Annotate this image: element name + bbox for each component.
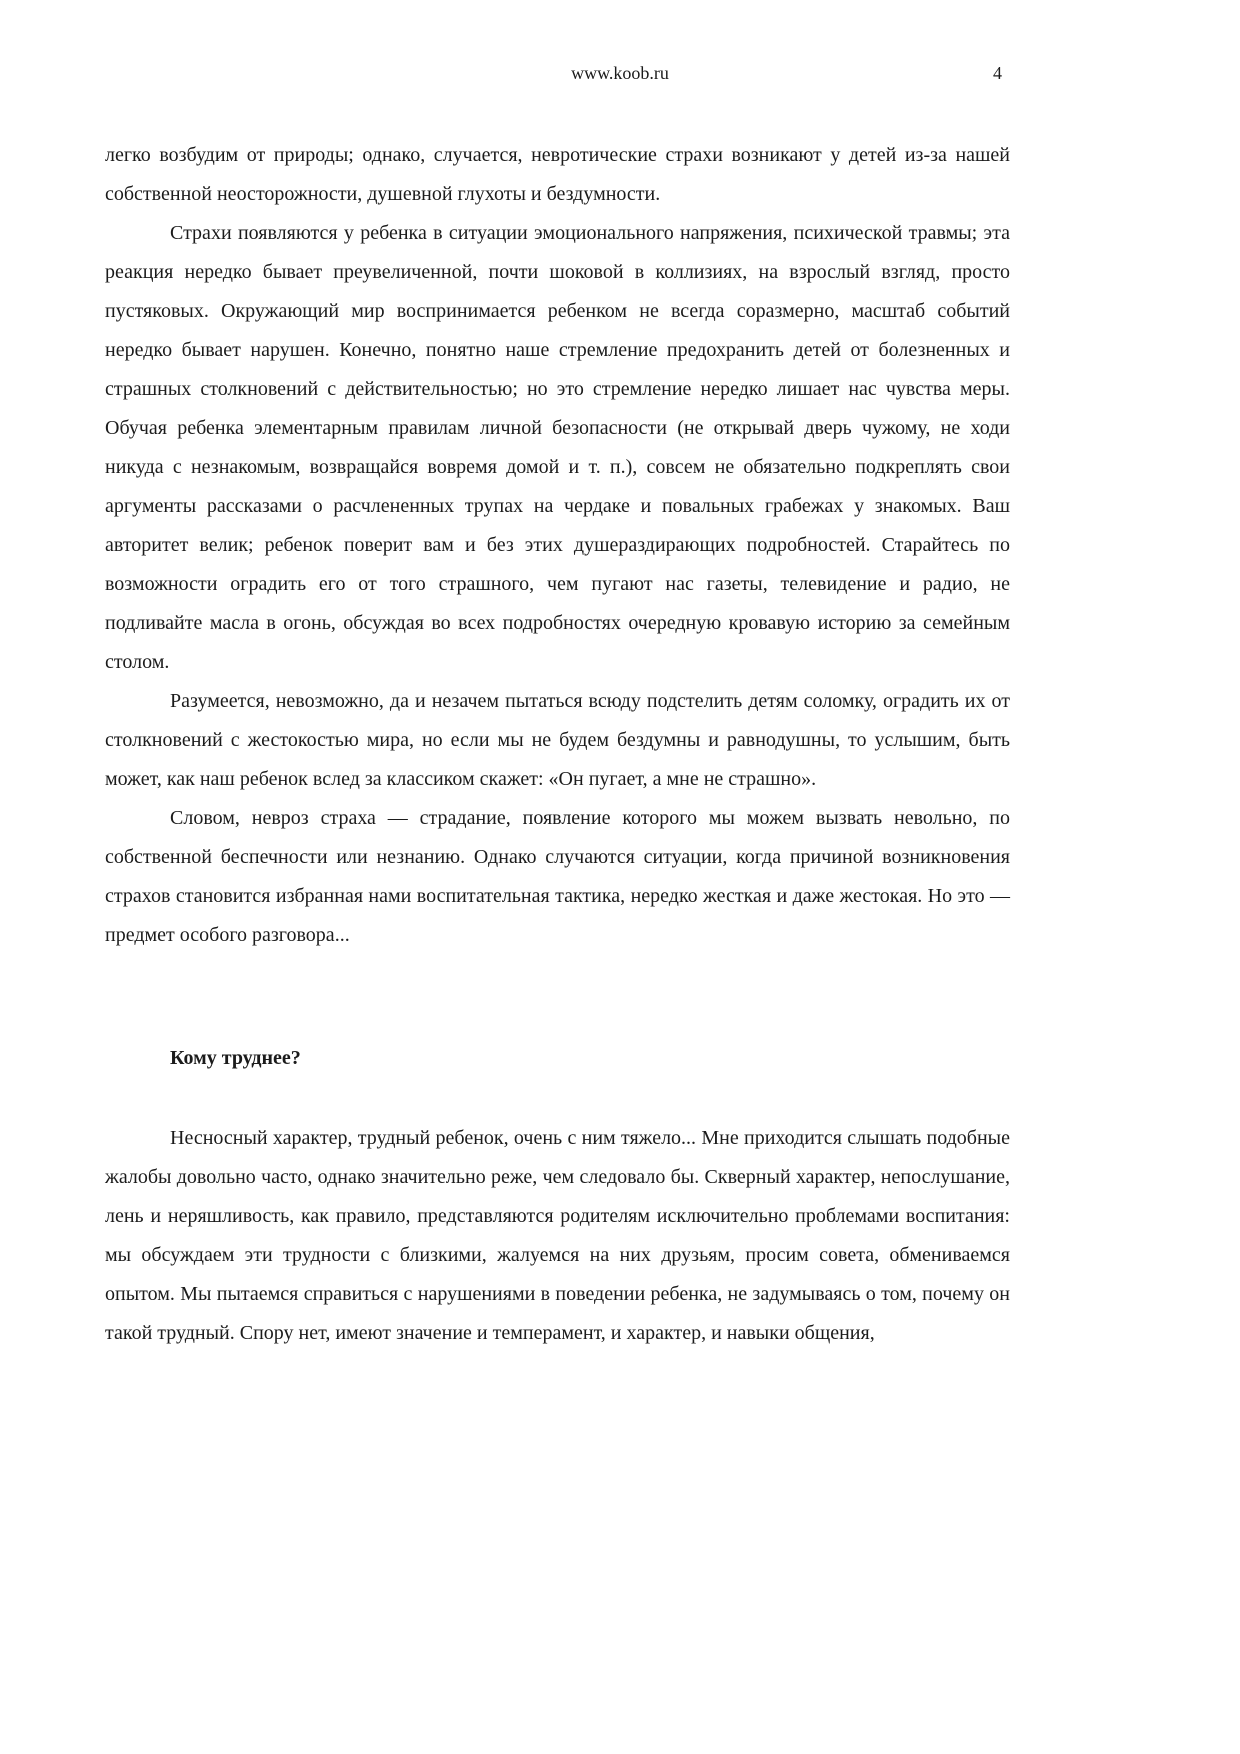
paragraph: Страхи появляются у ребенка в ситуации эмоционального напряжения, психической травмы; эта реакция нередко бывает преувеличенной, почти шоковой в коллизиях, на взрослый взгляд, просто пустяковых. Окружающий мир воспринимается ребенком не всегда соразмерно, масштаб событий нередко бывает нарушен. Конечно, понятно наше стремление предохранить детей от болезненных и страшных столкновений с действительностью; но это стремление нередко лишает нас чувства меры. Обучая ребенка элементарным правилам личной безопасности (не открывай дверь чужому, не ходи никуда с незнакомым, возвращайся вовремя домой и т. п.), совсем не обязательно подкреплять свои аргументы рассказами о расчлененных трупах на чердаке и повальных грабежах у знакомых. Ваш авторитет велик; ребенок поверит вам и без этих душераздирающих подробностей. Старайтесь по возможности оградить его от того страшного, чем пугают нас газеты, телевидение и радио, не подливайте масла в огонь, обсуждая во всех подробностях очередную кровавую историю за семейным столом. (105, 222, 1010, 673)
document-body (105, 136, 1010, 1353)
paragraph: Разумеется, невозможно, да и незачем пытаться всюду подстелить детям соломку, оградить их от столкновений с жестокостью мира, но если мы не будем бездумны и равнодушны, то услышим, быть может, как наш ребенок вслед за классиком скажет: «Он пугает, а мне не страшно». (105, 690, 1010, 790)
site-url: www.koob.ru (571, 63, 669, 83)
paragraph: Несносный характер, трудный ребенок, очень с ним тяжело... Мне приходится слышать подобные жалобы довольно часто, однако значительно реже, чем следовало бы. Скверный характер, непослушание, лень и неряшливость, как правило, представляются родителям исключительно проблемами воспитания: мы обсуждаем эти трудности с близкими, жалуемся на них друзьям, просим совета, обмениваемся опытом. Мы пытаемся справиться с нарушениями в поведении ребенка, не задумываясь о том, почему он такой трудный. Спору нет, имеют значение и темперамент, и характер, и навыки общения, (105, 1127, 1010, 1344)
page-number: 4 (993, 63, 1002, 83)
page-header (0, 60, 1240, 86)
paragraph-continuation: легко возбудим от природы; однако, случается, невротические страхи возникают у детей из-за нашей собственной неосторожности, душевной глухоты и бездумности. (105, 144, 1010, 205)
section-heading: Кому труднее? (170, 1047, 301, 1069)
paragraph: Словом, невроз страха — страдание, появление которого мы можем вызвать невольно, по собственной беспечности или незнанию. Однако случаются ситуации, когда причиной возникновения страхов становится избранная нами воспитательная тактика, нередко жесткая и даже жестокая. Но это — предмет особого разговора... (105, 807, 1010, 946)
